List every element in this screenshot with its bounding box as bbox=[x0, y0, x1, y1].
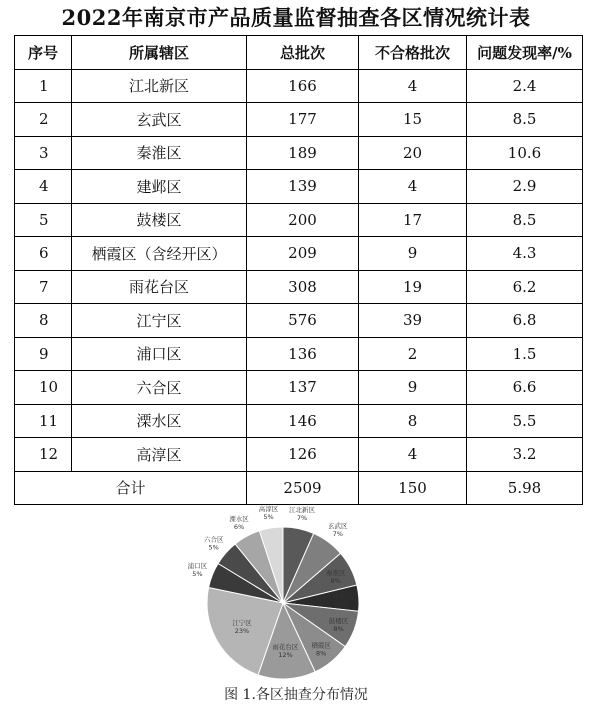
row-district: 栖霞区（含经开区） bbox=[72, 237, 247, 271]
row-district: 高淳区 bbox=[72, 438, 247, 472]
header-district: 所属辖区 bbox=[72, 36, 247, 70]
header-total-batches: 总批次 bbox=[247, 36, 359, 70]
row-district: 江北新区 bbox=[72, 69, 247, 103]
row-problem-rate: 2.9 bbox=[467, 170, 583, 204]
pie-slice-label: 栖霞区 bbox=[311, 641, 331, 650]
row-problem-rate: 3.2 bbox=[467, 438, 583, 472]
pie-slice-percent: 8% bbox=[315, 649, 327, 658]
pie-slice-percent: 8% bbox=[333, 624, 344, 633]
header-row bbox=[15, 36, 583, 70]
total-label: 合计 bbox=[15, 471, 247, 505]
row-problem-rate: 2.4 bbox=[467, 69, 583, 103]
table-row bbox=[15, 237, 583, 271]
row-district: 秦淮区 bbox=[72, 136, 247, 170]
row-total-batches: 576 bbox=[247, 304, 359, 338]
row-total-batches: 209 bbox=[247, 237, 359, 271]
row-total-batches: 200 bbox=[247, 203, 359, 237]
table-row bbox=[15, 136, 583, 170]
row-total-batches: 166 bbox=[247, 69, 359, 103]
row-seq: 8 bbox=[15, 304, 72, 338]
pie-slice-percent: 5% bbox=[208, 543, 219, 552]
row-failed-batches: 17 bbox=[359, 203, 467, 237]
row-failed-batches: 20 bbox=[359, 136, 467, 170]
row-district: 江宁区 bbox=[72, 304, 247, 338]
pie-slice-label: 建邺区 bbox=[332, 592, 352, 601]
row-problem-rate: 10.6 bbox=[467, 136, 583, 170]
row-seq: 11 bbox=[15, 404, 72, 438]
row-problem-rate: 4.3 bbox=[467, 237, 583, 271]
figure-caption: 图 1.各区抽查分布情况 bbox=[224, 687, 368, 703]
row-failed-batches: 4 bbox=[359, 438, 467, 472]
pie-chart-figure bbox=[0, 500, 592, 680]
pie-slice-percent: 5% bbox=[263, 513, 274, 522]
pie-slice-percent: 7% bbox=[332, 530, 343, 539]
table-row bbox=[15, 304, 583, 338]
row-total-batches: 136 bbox=[247, 337, 359, 371]
row-failed-batches: 4 bbox=[359, 170, 467, 204]
row-seq: 6 bbox=[15, 237, 72, 271]
pie-slice-label: 高淳区 bbox=[258, 505, 279, 514]
row-failed-batches: 9 bbox=[359, 371, 467, 405]
pie-slice-label: 溧水区 bbox=[229, 515, 249, 524]
row-district: 玄武区 bbox=[72, 103, 247, 137]
row-district: 浦口区 bbox=[72, 337, 247, 371]
row-district: 雨花台区 bbox=[72, 270, 247, 304]
table-row bbox=[15, 404, 583, 438]
row-seq: 12 bbox=[15, 438, 72, 472]
row-problem-rate: 8.5 bbox=[467, 203, 583, 237]
table-row bbox=[15, 170, 583, 204]
row-problem-rate: 8.5 bbox=[467, 103, 583, 137]
row-seq: 7 bbox=[15, 270, 72, 304]
pie-slice-percent: 8% bbox=[330, 576, 341, 585]
row-problem-rate: 6.8 bbox=[467, 304, 583, 338]
table-row bbox=[15, 438, 583, 472]
table-title: 2022年南京市产品质量监督抽查各区情况统计表 bbox=[61, 5, 531, 30]
row-problem-rate: 5.5 bbox=[467, 404, 583, 438]
row-district: 鼓楼区 bbox=[72, 203, 247, 237]
row-district: 溧水区 bbox=[72, 404, 247, 438]
row-seq: 2 bbox=[15, 103, 72, 137]
row-seq: 3 bbox=[15, 136, 72, 170]
pie-slice-percent: 7% bbox=[296, 513, 308, 522]
row-total-batches: 146 bbox=[247, 404, 359, 438]
table-row bbox=[15, 337, 583, 371]
table-row bbox=[15, 270, 583, 304]
pie-slice-label: 玄武区 bbox=[327, 522, 348, 531]
pie-chart bbox=[0, 500, 592, 680]
row-total-batches: 139 bbox=[247, 170, 359, 204]
pie-slice-percent: 6% bbox=[337, 600, 348, 609]
row-failed-batches: 15 bbox=[359, 103, 467, 137]
pie-slice-percent: 23% bbox=[234, 627, 250, 636]
row-problem-rate: 6.2 bbox=[467, 270, 583, 304]
pie-slice-percent: 5% bbox=[192, 570, 203, 579]
table-row bbox=[15, 371, 583, 405]
row-total-batches: 126 bbox=[247, 438, 359, 472]
pie-slice-label: 浦口区 bbox=[187, 562, 208, 571]
row-seq: 10 bbox=[15, 371, 72, 405]
inspection-table bbox=[14, 35, 583, 505]
row-seq: 5 bbox=[15, 203, 72, 237]
pie-slice-label: 鼓楼区 bbox=[328, 616, 349, 625]
pie-slice-label: 秦淮区 bbox=[325, 568, 346, 577]
table-row bbox=[15, 103, 583, 137]
row-district: 六合区 bbox=[72, 371, 247, 405]
pie-slice-percent: 6% bbox=[233, 523, 245, 532]
row-seq: 1 bbox=[15, 69, 72, 103]
row-total-batches: 189 bbox=[247, 136, 359, 170]
row-seq: 9 bbox=[15, 337, 72, 371]
header-problem-rate: 问题发现率/% bbox=[467, 36, 583, 70]
row-failed-batches: 19 bbox=[359, 270, 467, 304]
pie-slice-label: 江北新区 bbox=[288, 505, 315, 514]
table-row bbox=[15, 69, 583, 103]
row-seq: 4 bbox=[15, 170, 72, 204]
total-failed: 150 bbox=[359, 471, 467, 505]
pie-slice-label: 雨花台区 bbox=[272, 643, 299, 652]
row-failed-batches: 39 bbox=[359, 304, 467, 338]
header-failed-batches: 不合格批次 bbox=[359, 36, 467, 70]
row-failed-batches: 9 bbox=[359, 237, 467, 271]
row-problem-rate: 6.6 bbox=[467, 371, 583, 405]
row-problem-rate: 1.5 bbox=[467, 337, 583, 371]
total-batches: 2509 bbox=[247, 471, 359, 505]
row-failed-batches: 8 bbox=[359, 404, 467, 438]
row-failed-batches: 4 bbox=[359, 69, 467, 103]
row-failed-batches: 2 bbox=[359, 337, 467, 371]
row-total-batches: 177 bbox=[247, 103, 359, 137]
pie-slice-label: 江宁区 bbox=[232, 619, 252, 628]
header-seq: 序号 bbox=[15, 36, 72, 70]
row-total-batches: 137 bbox=[247, 371, 359, 405]
pie-slice-label: 六合区 bbox=[203, 535, 224, 544]
total-rate: 5.98 bbox=[467, 471, 583, 505]
table-row bbox=[15, 203, 583, 237]
row-district: 建邺区 bbox=[72, 170, 247, 204]
pie-slice-percent: 12% bbox=[278, 651, 293, 660]
row-total-batches: 308 bbox=[247, 270, 359, 304]
